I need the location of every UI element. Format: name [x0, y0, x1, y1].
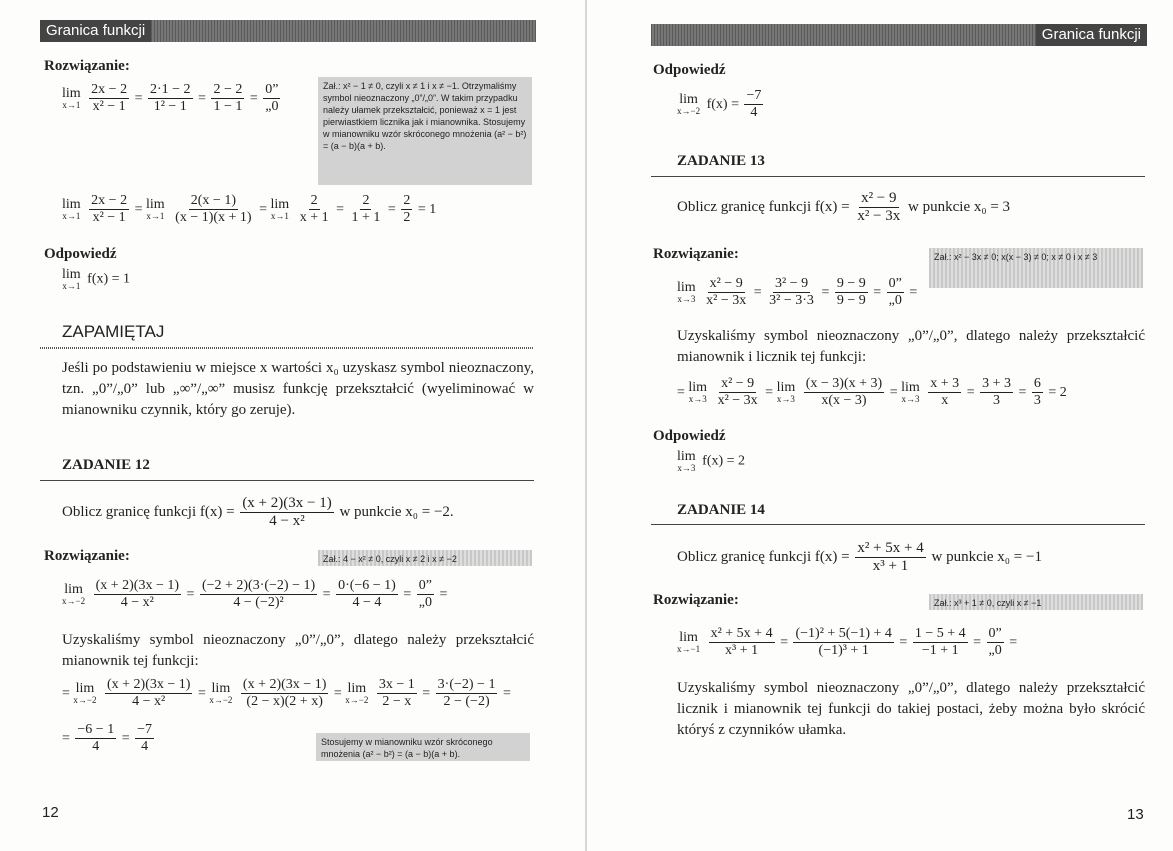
right-answer-heading-2: Odpowiedź	[653, 428, 726, 444]
right-task-13-rule	[651, 176, 1145, 177]
right-equation-2: = lim x→3 $\frac{\text{x² − 9}}{\text{x² − 3x}}$ = lim x→3 $\frac{(x - 3)(x + 3)}{x(x - 3)}$ = lim x→3 $\frac{x + 3}{x}$ = $\frac{3 + 3}{3}$ = $\frac{6}{3}$ = 2	[677, 376, 1067, 409]
left-equation-2: lim x→1 $\frac{2x - 2}{\text{x² − 1}}$ = lim x→1 $\frac{2(x - 1)}{(x - 1)(x + 1)}$ = lim x→1 $\frac{2}{x + 1}$ = $\frac{2}{1 + 1}$ = $\frac{2}{2}$ = 1	[62, 193, 437, 226]
right-header-title: Granica funkcji	[1036, 24, 1147, 46]
right-answer-1: lim x→−2 f(x) = $\frac{-7}{4}$	[677, 88, 762, 121]
left-page-number: 12	[42, 804, 59, 821]
left-equation-4: = lim x→−2 $\frac{(x + 2)(3x - 1)}{\text{4 − x²}}$ = lim x→−2 $\frac{(x + 2)(3x - 1)}{(2 - x)(2 + x)}$ = lim x→−2 $\frac{3x - 1}{2 - x}$ = $\frac{3\cdot(-2) - 1}{2 - (-2)}$ =	[62, 677, 511, 710]
right-equation-3: lim x→−1 $\frac{\text{x² + 5x + 4}}{\text{x³ + 1}}$ = $\frac{\text{(−1)² + 5(−1) + 4}}{\text{(−1)³ + 1}}$ = $\frac{1 - 5 + 4}{-1 + 1}$ = $\frac{0”}{„0}$ =	[677, 626, 1018, 659]
left-remember-text: Jeśli po podstawieniu w miejsce x wartości x₀ uzyskasz symbol nieoznaczony, tzn. „0”/„0” lub „∞”/„∞” musisz funkcję przekształcić (wyeliminować w mianowniku czynnik, który go zeruje).	[62, 360, 534, 418]
left-note-3: Stosujemy w mianowniku wzór skróconego mnożenia (a² − b²) = (a − b)(a + b).	[316, 733, 530, 761]
right-equation-1: lim x→3 $\frac{\text{x² − 9}}{\text{x² − 3x}}$ = $\frac{\text{3² − 9}}{\text{3² − 3·3}}$ = $\frac{9 - 9}{9 - 9}$ = $\frac{0”}{„0}$ =	[677, 276, 918, 309]
left-task-12-heading: ZADANIE 12	[62, 457, 150, 473]
left-solution-heading-1: Rozwiązanie:	[44, 58, 130, 74]
left-header-bar	[40, 20, 536, 42]
right-page	[587, 0, 1173, 851]
right-task-14-text: Oblicz granicę funkcji f(x) = $\frac{\text{x² + 5x + 4}}{\text{x³ + 1}}$ w punkcie x₀ = −1	[677, 540, 1042, 575]
left-answer-heading-1: Odpowiedź	[44, 246, 117, 262]
left-solution-heading-2: Rozwiązanie:	[44, 548, 130, 564]
left-symbol-text: Uzyskaliśmy symbol nieoznaczony „0”/„0”, dlatego należy przekształcić mianownik tej funkcji:	[62, 632, 534, 669]
left-remember-heading: ZAPAMIĘTAJ	[62, 322, 165, 341]
right-note-2: Zał.: x³ + 1 ≠ 0, czyli x ≠ −1	[929, 594, 1143, 610]
left-answer-1: lim x→1 f(x) = 1	[62, 267, 131, 291]
right-symbol-text-1: Uzyskaliśmy symbol nieoznaczony „0”/„0”, dlatego należy przekształcić mianownik i licznik tej funkcji:	[677, 328, 1145, 365]
left-equation-5: = $\frac{-6 - 1}{4}$ = $\frac{-7}{4}$	[62, 722, 153, 755]
left-header-title: Granica funkcji	[40, 20, 151, 42]
right-task-13-text: Oblicz granicę funkcji f(x) = $\frac{\text{x² − 9}}{\text{x² − 3x}}$ w punkcie x₀ = 3	[677, 190, 1011, 225]
left-task-12-rule	[40, 480, 534, 481]
left-equation-1: lim x→1 $\frac{2x - 2}{\text{x² − 1}}$ = $\frac{2\cdot 1 - 2}{\text{1² − 1}}$ = $\frac{2 - 2}{1 - 1}$ = $\frac{0”}{„0}$	[62, 82, 279, 115]
right-header-bar	[651, 24, 1147, 46]
left-note-2: Zał.: 4 − x² ≠ 0, czyli x ≠ 2 i x ≠ −2	[318, 550, 532, 566]
left-remember-rule	[40, 347, 534, 349]
right-page-number: 13	[1127, 806, 1144, 823]
right-answer-heading-1: Odpowiedź	[653, 62, 726, 78]
right-symbol-text-2: Uzyskaliśmy symbol nieoznaczony „0”/„0”, dlatego należy przekształcić licznik i mianownik tej funkcji do takiej postaci, żeby można było skrócić któryś z czynników ułamka.	[677, 680, 1145, 738]
right-task-14-rule	[651, 524, 1145, 525]
right-note-1: Zał.: x² − 3x ≠ 0; x(x − 3) ≠ 0; x ≠ 0 i x ≠ 3	[929, 248, 1143, 288]
right-task-14-heading: ZADANIE 14	[677, 502, 765, 518]
left-task-12-text: Oblicz granicę funkcji f(x) = $\frac{(x + 2)(3x - 1)}{\text{4 − x²}}$ w punkcie x₀ = −2.	[62, 495, 454, 530]
right-answer-2: lim x→3 f(x) = 2	[677, 449, 746, 473]
left-equation-3: lim x→−2 $\frac{(x + 2)(3x - 1)}{\text{4 − x²}}$ = $\frac{(-2 + 2)(3\cdot(-2) - 1)}{\text{4 − (−2)²}}$ = $\frac{0\cdot(-6 - 1)}{4 - 4}$ = $\frac{0”}{„0}$ =	[62, 578, 448, 611]
right-task-13-heading: ZADANIE 13	[677, 153, 765, 169]
left-note-1: Zał.: x² − 1 ≠ 0, czyli x ≠ 1 i x ≠ −1. Otrzymaliśmy symbol nieoznaczony „0”/„0”. W takim przypadku należy ułamek przekształcić, ponieważ x = 1 jest pierwiastkiem licznika jak i mianownika. Stosujemy w mianowniku wzór skróconego mnożenia (a² − b²) = (a − b)(a + b).	[318, 77, 532, 185]
right-solution-heading-2: Rozwiązanie:	[653, 592, 739, 608]
right-solution-heading-1: Rozwiązanie:	[653, 246, 739, 262]
